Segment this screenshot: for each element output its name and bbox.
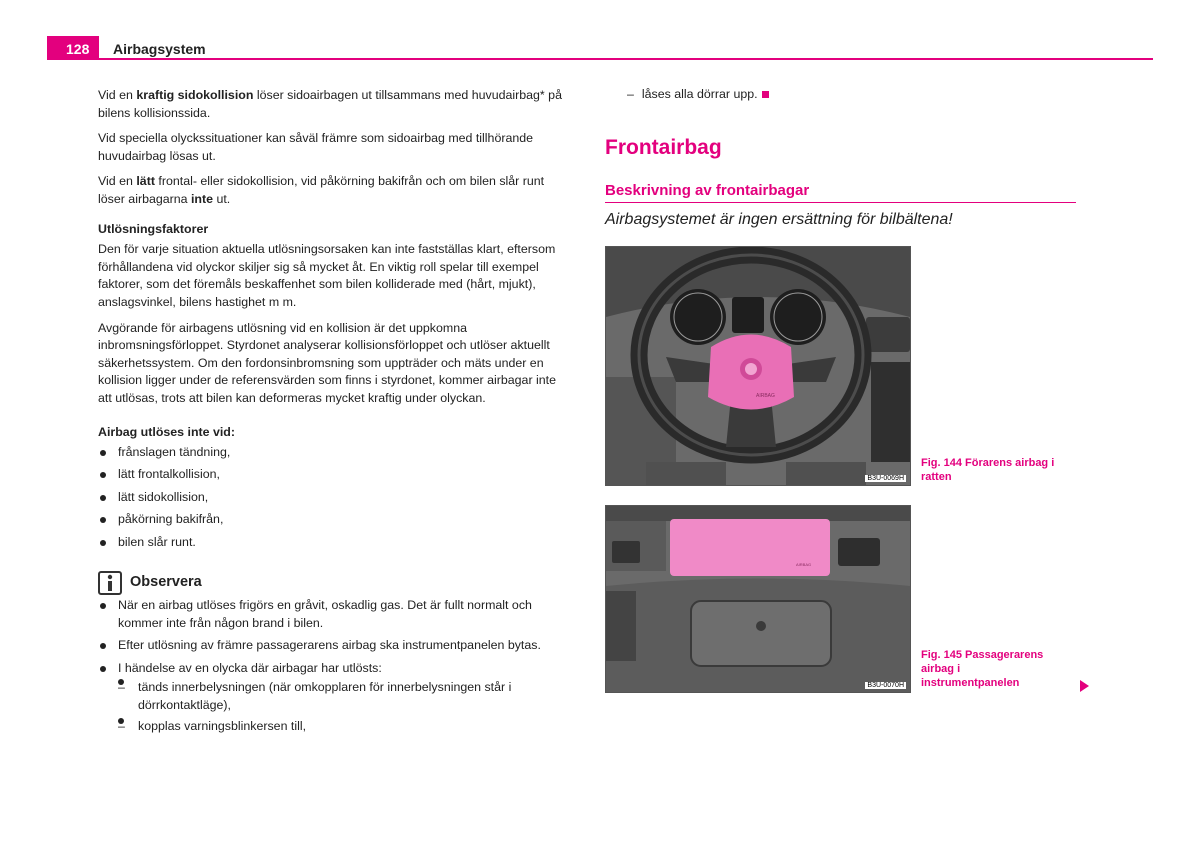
paragraph: Vid en lätt frontal- eller sidokollision, vid påkörning bakifrån och om bilen slår runt löser airbagarna inte ut. <box>98 174 545 206</box>
figure-caption: Fig. 145 Passagerarens airbag i instrumentpanelen <box>921 649 1044 689</box>
subheading-description: Beskrivning av frontairbagar <box>605 182 810 199</box>
header-rule <box>99 58 1153 60</box>
figure-code: B3U-0070H <box>867 682 904 689</box>
figure-caption: Fig. 144 Förarens airbag i ratten <box>921 457 1055 483</box>
tagline: Airbagsystemet är ingen ersättning för bilbältena! <box>605 211 953 228</box>
list-item: I händelse av en olycka där airbagar har utlösts: – tänds innerbelysningen (när omkopplaren för innerbelysningen står i dörrkontaktläge), – kopplas varningsblinkersen till, <box>98 660 568 736</box>
list-item: När en airbag utlöses frigörs en gråvit, oskadlig gas. Det är fullt normalt och kommer inte från någon brand i bilen. <box>98 597 568 632</box>
not-triggered-heading: Airbag utlöses inte vid: <box>98 424 236 439</box>
continued-item: – låses alla dörrar upp. <box>627 87 769 101</box>
end-mark-icon <box>762 91 769 98</box>
list-item: påkörning bakifrån, <box>98 511 568 529</box>
paragraph: Vid en kraftig sidokollision löser sidoairbagen ut tillsammans med huvudairbag* på bilens kollisionssida. <box>98 88 562 120</box>
heading-frontairbag: Frontairbag <box>605 136 722 159</box>
figure-passenger-airbag <box>605 505 911 693</box>
sub-list-item: – kopplas varningsblinkersen till, <box>118 718 568 736</box>
list-item: frånslagen tändning, <box>98 444 568 462</box>
observe-sublist <box>118 679 568 736</box>
section-title: Airbagsystem <box>113 41 206 57</box>
figure-code: B3U-0069H <box>867 475 904 482</box>
not-triggered-list <box>98 444 568 551</box>
list-item: lätt frontalkollision, <box>98 466 568 484</box>
paragraph: Avgörande för airbagens utlösning vid en kollision är det uppkomna inbromsningsförloppet. Styrdonet analyserar kollisionsförloppet och utlöser aktuellt säkerhetssystem. Om den fordonsinbromsning som uppträder och mäts under en kollision ligger under de referensvärden som finns i styrdonet, kommer airbagar inte att utlösas, trots att bilen kan deformeras mycket kraftig under olyckan. <box>98 320 556 405</box>
observe-header <box>98 571 568 595</box>
airbag-label: AIRBAG <box>796 562 812 567</box>
list-item: bilen slår runt. <box>98 534 568 552</box>
observe-title: Observera <box>130 574 202 591</box>
page-number: 128 <box>66 41 90 57</box>
airbag-label: AIRBAG <box>756 393 775 399</box>
paragraph: Vid speciella olyckssituationer kan såväl främre som sidoairbag med tillhörande huvudairbag lösas ut. <box>98 131 534 163</box>
figure-steering-wheel-airbag <box>605 246 911 486</box>
subheading-rule <box>605 202 1076 203</box>
left-column <box>98 87 568 741</box>
factors-heading: Utlösningsfaktorer <box>98 221 209 236</box>
steering-wheel-illustration <box>606 247 910 485</box>
list-item: lätt sidokollision, <box>98 489 568 507</box>
sub-list-item: – tänds innerbelysningen (när omkopplaren för innerbelysningen står i dörrkontaktläge), <box>118 679 568 714</box>
observe-list <box>98 597 568 736</box>
paragraph: Den för varje situation aktuella utlösningsorsaken kan inte fastställas klart, eftersom förhållandena vid olyckor skiljer sig så mycket åt. En viktig roll spelar till exempel faktorer, som det föremåls beskaffenhet som bilen kolliderade med (hårt, mjukt), anslagsvinkel, bilens hastighet m m. <box>98 242 556 309</box>
next-page-arrow-icon[interactable] <box>1080 680 1089 692</box>
list-item: Efter utlösning av främre passagerarens airbag ska instrumentpanelen bytas. <box>98 637 568 655</box>
dashboard-illustration <box>606 506 910 692</box>
info-icon <box>98 571 122 595</box>
